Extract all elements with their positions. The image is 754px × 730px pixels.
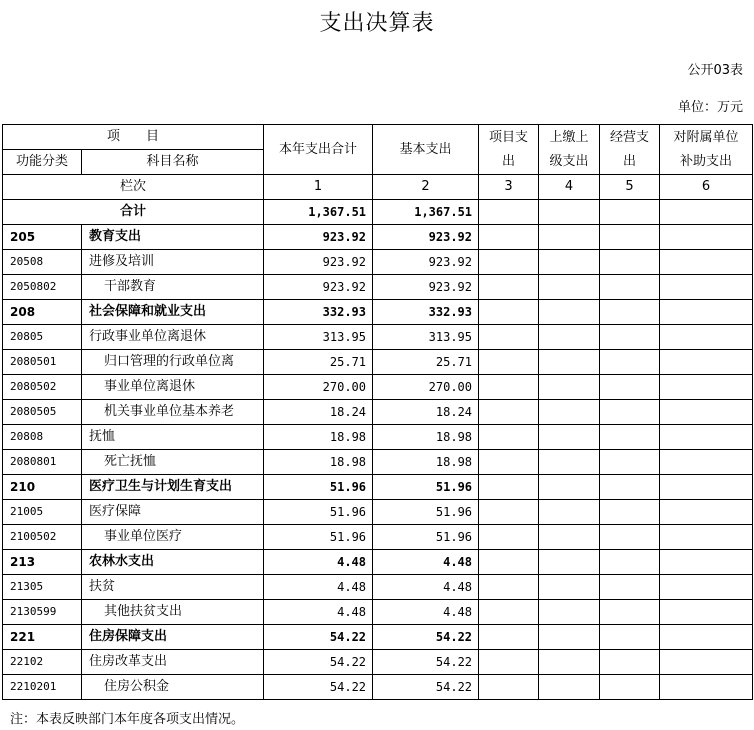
- empty-cell: [539, 200, 600, 225]
- empty-cell: [539, 325, 600, 350]
- row-total: 270.00: [264, 375, 373, 400]
- row-total: 25.71: [264, 350, 373, 375]
- empty-cell: [660, 200, 753, 225]
- row-subject-name: 住房保障支出: [82, 625, 264, 650]
- empty-cell: [600, 525, 660, 550]
- row-total: 54.22: [264, 675, 373, 700]
- total-basic: 1,367.51: [373, 200, 479, 225]
- row-subject-name: 扶贫: [82, 575, 264, 600]
- row-subject-name: 事业单位医疗: [82, 525, 264, 550]
- row-code: 20808: [3, 425, 82, 450]
- table-row: [3, 450, 753, 475]
- header-subsidy: 对附属单位补助支出: [660, 125, 753, 175]
- empty-cell: [600, 350, 660, 375]
- empty-cell: [600, 600, 660, 625]
- empty-cell: [660, 625, 753, 650]
- empty-cell: [600, 225, 660, 250]
- form-number: 公开03表: [687, 63, 743, 78]
- row-subject-name: 归口管理的行政单位离: [82, 350, 264, 375]
- empty-cell: [479, 675, 539, 700]
- empty-cell: [479, 375, 539, 400]
- unit-label: 单位：万元: [677, 100, 743, 115]
- row-total: 18.98: [264, 425, 373, 450]
- empty-cell: [539, 375, 600, 400]
- row-total: 4.48: [264, 575, 373, 600]
- row-subject-name: 干部教育: [82, 275, 264, 300]
- empty-cell: [600, 500, 660, 525]
- table-row: [3, 650, 753, 675]
- row-code: 20508: [3, 250, 82, 275]
- page-title: 支出决算表: [319, 11, 435, 36]
- row-total: 332.93: [264, 300, 373, 325]
- empty-cell: [539, 350, 600, 375]
- empty-cell: [660, 550, 753, 575]
- empty-cell: [600, 425, 660, 450]
- empty-cell: [539, 575, 600, 600]
- empty-cell: [539, 450, 600, 475]
- header-col-label: 栏次: [3, 175, 264, 200]
- col-num: 2: [373, 175, 479, 200]
- header-operating: 经营支出: [600, 125, 660, 175]
- table-row: [3, 600, 753, 625]
- empty-cell: [600, 625, 660, 650]
- empty-cell: [539, 250, 600, 275]
- row-code: 2100502: [3, 525, 82, 550]
- table-row: [3, 375, 753, 400]
- row-subject-name: 死亡抚恤: [82, 450, 264, 475]
- row-code: 2080501: [3, 350, 82, 375]
- col-num: 6: [660, 175, 753, 200]
- empty-cell: [539, 600, 600, 625]
- row-basic: 51.96: [373, 525, 479, 550]
- empty-cell: [660, 450, 753, 475]
- empty-cell: [660, 475, 753, 500]
- row-subject-name: 社会保障和就业支出: [82, 300, 264, 325]
- row-subject-name: 事业单位离退休: [82, 375, 264, 400]
- empty-cell: [479, 600, 539, 625]
- empty-cell: [600, 200, 660, 225]
- row-basic: 4.48: [373, 575, 479, 600]
- row-total: 54.22: [264, 650, 373, 675]
- row-subject-name: 医疗保障: [82, 500, 264, 525]
- empty-cell: [539, 650, 600, 675]
- row-total: 51.96: [264, 475, 373, 500]
- row-code: 2050802: [3, 275, 82, 300]
- total-amount: 1,367.51: [264, 200, 373, 225]
- row-basic: 313.95: [373, 325, 479, 350]
- table-row: [3, 250, 753, 275]
- empty-cell: [600, 300, 660, 325]
- empty-cell: [479, 225, 539, 250]
- header-item: 项 目: [3, 125, 264, 150]
- empty-cell: [660, 575, 753, 600]
- row-total: 18.24: [264, 400, 373, 425]
- row-basic: 18.98: [373, 450, 479, 475]
- row-code: 2080505: [3, 400, 82, 425]
- table-row: [3, 675, 753, 700]
- empty-cell: [660, 375, 753, 400]
- empty-cell: [600, 400, 660, 425]
- table-row: [3, 550, 753, 575]
- empty-cell: [539, 525, 600, 550]
- empty-cell: [660, 225, 753, 250]
- empty-cell: [539, 400, 600, 425]
- row-subject-name: 行政事业单位离退休: [82, 325, 264, 350]
- row-subject-name: 农林水支出: [82, 550, 264, 575]
- table-row: [3, 500, 753, 525]
- row-code: 221: [3, 625, 82, 650]
- empty-cell: [479, 400, 539, 425]
- row-total: 54.22: [264, 625, 373, 650]
- empty-cell: [600, 450, 660, 475]
- empty-cell: [539, 500, 600, 525]
- header-func-class: 功能分类: [3, 150, 82, 175]
- row-code: 2080502: [3, 375, 82, 400]
- empty-cell: [660, 425, 753, 450]
- empty-cell: [600, 550, 660, 575]
- row-basic: 51.96: [373, 500, 479, 525]
- empty-cell: [600, 375, 660, 400]
- empty-cell: [479, 625, 539, 650]
- empty-cell: [539, 300, 600, 325]
- empty-cell: [600, 250, 660, 275]
- empty-cell: [600, 675, 660, 700]
- row-basic: 923.92: [373, 250, 479, 275]
- row-total: 923.92: [264, 250, 373, 275]
- empty-cell: [600, 475, 660, 500]
- table-row: [3, 300, 753, 325]
- header-total: 本年支出合计: [264, 125, 373, 175]
- row-basic: 25.71: [373, 350, 479, 375]
- empty-cell: [539, 425, 600, 450]
- empty-cell: [660, 400, 753, 425]
- empty-cell: [479, 650, 539, 675]
- row-subject-name: 机关事业单位基本养老: [82, 400, 264, 425]
- row-subject-name: 教育支出: [82, 225, 264, 250]
- header-project: 项目支出: [479, 125, 539, 175]
- header-upper: 上缴上级支出: [539, 125, 600, 175]
- row-code: 205: [3, 225, 82, 250]
- row-total: 51.96: [264, 500, 373, 525]
- empty-cell: [479, 450, 539, 475]
- table-row: [3, 425, 753, 450]
- empty-cell: [660, 650, 753, 675]
- empty-cell: [479, 525, 539, 550]
- table-row: [3, 350, 753, 375]
- row-basic: 270.00: [373, 375, 479, 400]
- empty-cell: [600, 325, 660, 350]
- header-subject-name: 科目名称: [82, 150, 264, 175]
- row-basic: 18.24: [373, 400, 479, 425]
- row-code: 210: [3, 475, 82, 500]
- total-row: [3, 200, 753, 225]
- empty-cell: [479, 300, 539, 325]
- row-subject-name: 抚恤: [82, 425, 264, 450]
- row-basic: 51.96: [373, 475, 479, 500]
- empty-cell: [479, 550, 539, 575]
- row-code: 22102: [3, 650, 82, 675]
- row-subject-name: 医疗卫生与计划生育支出: [82, 475, 264, 500]
- row-code: 21005: [3, 500, 82, 525]
- table-row: [3, 325, 753, 350]
- empty-cell: [479, 350, 539, 375]
- row-basic: 4.48: [373, 600, 479, 625]
- empty-cell: [539, 475, 600, 500]
- row-total: 923.92: [264, 225, 373, 250]
- row-basic: 332.93: [373, 300, 479, 325]
- row-basic: 54.22: [373, 650, 479, 675]
- empty-cell: [660, 600, 753, 625]
- empty-cell: [479, 575, 539, 600]
- row-basic: 54.22: [373, 625, 479, 650]
- col-num: 1: [264, 175, 373, 200]
- table-row: [3, 525, 753, 550]
- row-total: 4.48: [264, 600, 373, 625]
- empty-cell: [539, 675, 600, 700]
- row-basic: 4.48: [373, 550, 479, 575]
- empty-cell: [479, 325, 539, 350]
- row-code: 21305: [3, 575, 82, 600]
- empty-cell: [479, 250, 539, 275]
- empty-cell: [600, 575, 660, 600]
- empty-cell: [539, 625, 600, 650]
- row-total: 923.92: [264, 275, 373, 300]
- table-row: [3, 575, 753, 600]
- col-num: 5: [600, 175, 660, 200]
- empty-cell: [539, 275, 600, 300]
- empty-cell: [660, 500, 753, 525]
- row-code: 208: [3, 300, 82, 325]
- expenditure-table: [2, 124, 753, 700]
- table-row: [3, 475, 753, 500]
- footnote: 注：本表反映部门本年度各项支出情况。: [10, 712, 245, 727]
- empty-cell: [660, 250, 753, 275]
- empty-cell: [660, 350, 753, 375]
- empty-cell: [479, 475, 539, 500]
- empty-cell: [479, 200, 539, 225]
- empty-cell: [539, 550, 600, 575]
- total-label: 合计: [3, 200, 264, 225]
- row-total: 51.96: [264, 525, 373, 550]
- empty-cell: [660, 300, 753, 325]
- empty-cell: [479, 275, 539, 300]
- table-row: [3, 275, 753, 300]
- row-code: 2080801: [3, 450, 82, 475]
- row-code: 213: [3, 550, 82, 575]
- row-total: 313.95: [264, 325, 373, 350]
- empty-cell: [479, 500, 539, 525]
- row-basic: 923.92: [373, 225, 479, 250]
- empty-cell: [539, 225, 600, 250]
- empty-cell: [600, 275, 660, 300]
- empty-cell: [660, 675, 753, 700]
- row-code: 2130599: [3, 600, 82, 625]
- row-subject-name: 住房公积金: [82, 675, 264, 700]
- row-basic: 923.92: [373, 275, 479, 300]
- row-basic: 18.98: [373, 425, 479, 450]
- empty-cell: [479, 425, 539, 450]
- col-num: 3: [479, 175, 539, 200]
- header-basic: 基本支出: [373, 125, 479, 175]
- empty-cell: [600, 650, 660, 675]
- empty-cell: [660, 275, 753, 300]
- row-code: 20805: [3, 325, 82, 350]
- row-total: 18.98: [264, 450, 373, 475]
- row-subject-name: 进修及培训: [82, 250, 264, 275]
- table-row: [3, 225, 753, 250]
- row-code: 2210201: [3, 675, 82, 700]
- row-subject-name: 其他扶贫支出: [82, 600, 264, 625]
- col-num: 4: [539, 175, 600, 200]
- table-row: [3, 625, 753, 650]
- empty-cell: [660, 525, 753, 550]
- row-total: 4.48: [264, 550, 373, 575]
- row-subject-name: 住房改革支出: [82, 650, 264, 675]
- empty-cell: [660, 325, 753, 350]
- row-basic: 54.22: [373, 675, 479, 700]
- table-row: [3, 400, 753, 425]
